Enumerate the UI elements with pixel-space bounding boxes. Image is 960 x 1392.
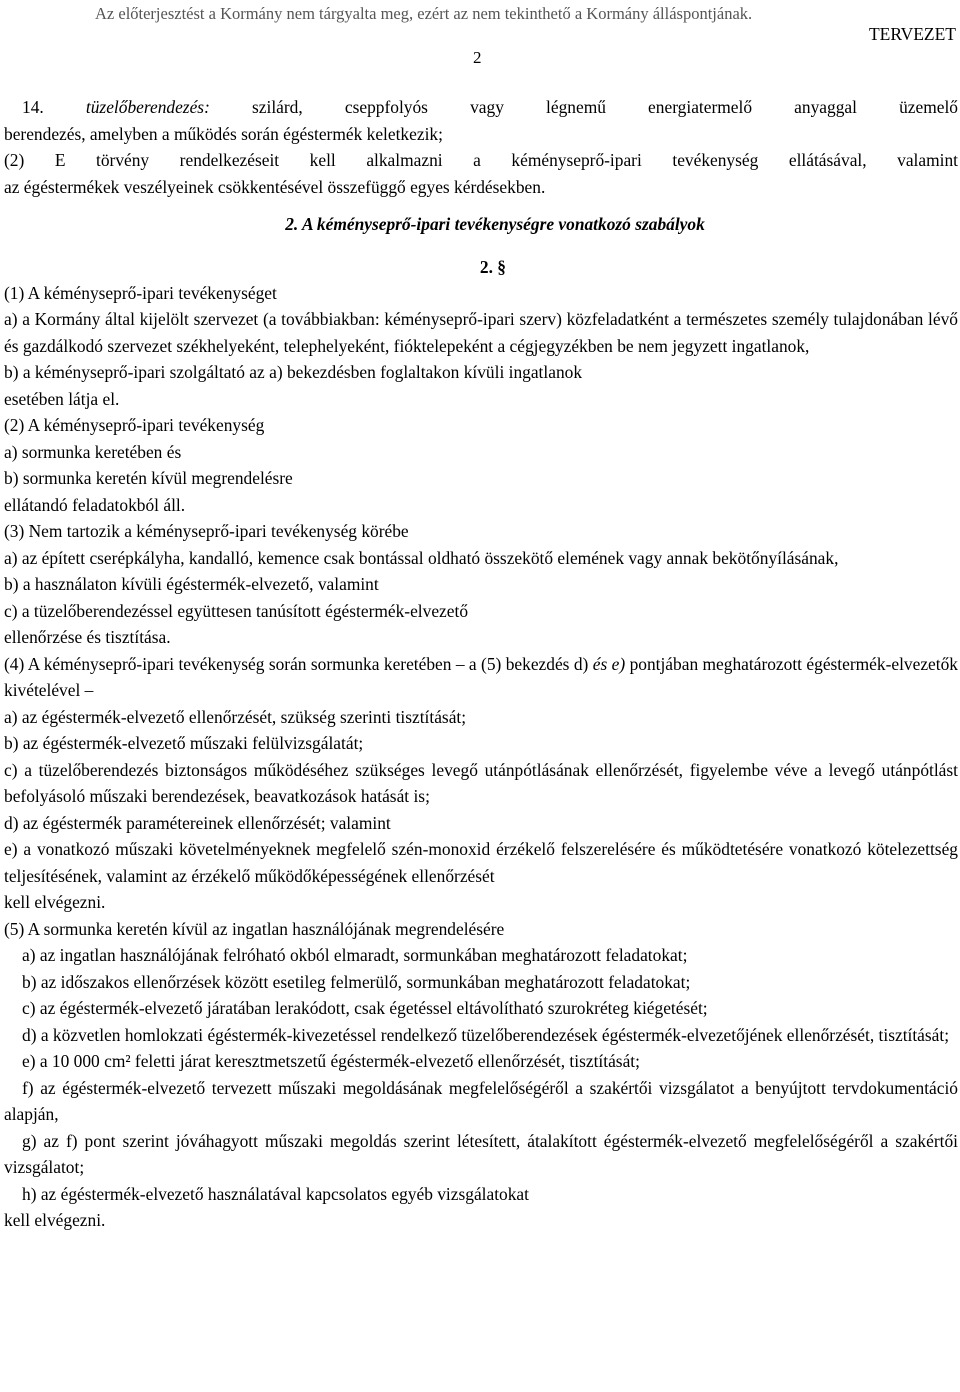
subsection-2-point-a: a) sormunka keretében és bbox=[4, 441, 182, 462]
subsection-1-closing: esetében látja el. bbox=[4, 388, 120, 409]
subsection-5-point-d: d) a közvetlen homlokzati égéstermék-kivezetéssel rendelkező tüzelőberendezések égéstermék-elvezetőjének ellenőrzését, tisztítását; bbox=[22, 1024, 950, 1045]
draft-label: TERVEZET bbox=[868, 24, 956, 44]
subsection-5-point-e: e) a 10 000 cm² feletti járat keresztmetszetű égéstermék-elvezető ellenőrzését, tisztítását; bbox=[22, 1051, 640, 1071]
subsection-1-intro: (1) A kéményseprő-ipari tevékenységet bbox=[4, 282, 277, 303]
subsection-4-closing: kell elvégezni. bbox=[4, 892, 106, 912]
subsection-4-intro-italic: és e) bbox=[592, 653, 626, 674]
subsection-4-point-e: e) a vonatkozó műszaki követelményeknek megfelelő szén-monoxid érzékelő felszerelésére és működtetésére vonatkozó kötelezettség teljesítésének, valamint az érzékelő működőképességének ellenőrzését bbox=[4, 839, 958, 886]
subsection-3-closing: ellenőrzése és tisztítása. bbox=[4, 627, 171, 647]
subsection-5-point-h: h) az égéstermék-elvezető használatával kapcsolatos egyéb vizsgálatokat bbox=[22, 1183, 529, 1204]
subsection-5-intro: (5) A sormunka keretén kívül az ingatlan használójának megrendelésére bbox=[4, 918, 505, 939]
definition-continuation: berendezés, amelyben a működés során égéstermék keletkezik; bbox=[4, 123, 443, 144]
subsection-1-point-b: b) a kéményseprő-ipari szolgáltató az a) bekezdésben foglaltakon kívüli ingatlanok bbox=[4, 362, 583, 382]
subsection-5-point-f: f) az égéstermék-elvezető tervezett műszaki megoldásának megfelelőségéről a szakértői vizsgálatot a benyújtott tervdokumentáció alapján, bbox=[4, 1077, 958, 1124]
subsection-4-point-a: a) az égéstermék-elvezető ellenőrzését, szükség szerinti tisztítását; bbox=[4, 706, 467, 727]
subsection-2-point-b: b) sormunka keretén kívül megrendelésre bbox=[4, 468, 293, 488]
definition-text: szilárd, cseppfolyós vagy légnemű energiatermelő anyaggal üzemelő bbox=[252, 97, 958, 117]
subsection-5-point-b: b) az időszakos ellenőrzések között esetileg felmerülő, sormunkában meghatározott feladatokat; bbox=[22, 971, 691, 992]
defined-term: tüzelőberendezés: bbox=[85, 97, 210, 117]
scope-paragraph-line-1: (2) E törvény rendelkezéseit kell alkalmazni a kéményseprő-ipari tevékenység ellátásával, valamint bbox=[4, 150, 958, 170]
subsection-4-intro bbox=[4, 651, 958, 704]
draft-notice: Az előterjesztést a Kormány nem tárgyalta meg, ezért az nem tekinthető a Kormány álláspontjának. bbox=[95, 4, 753, 23]
section-title: 2. A kéményseprő-ipari tevékenységre vonatkozó szabályok bbox=[285, 214, 705, 234]
subsection-3-point-a: a) az épített cserépkályha, kandalló, kemence csak bontással oldható összekötő elemének vagy annak bekötőnyílásának, bbox=[4, 547, 839, 568]
subsection-4-point-c: c) a tüzelőberendezés biztonságos működéséhez szükséges levegő utánpótlásának ellenőrzését, figyelembe véve a levegő utánpótlást befolyásoló műszaki berendezések, beavatkozások hatását is; bbox=[4, 759, 958, 806]
subsection-5-point-a: a) az ingatlan használójának felróható okból elmaradt, sormunkában meghatározott feladatokat; bbox=[22, 945, 688, 965]
subsection-3-intro: (3) Nem tartozik a kéményseprő-ipari tevékenység körébe bbox=[4, 521, 409, 541]
item-number: 14. bbox=[22, 97, 44, 117]
subsection-2-intro: (2) A kéményseprő-ipari tevékenység bbox=[4, 415, 265, 435]
document-body bbox=[4, 94, 958, 1234]
subsection-3-point-b: b) a használaton kívüli égéstermék-elvezető, valamint bbox=[4, 574, 379, 594]
subsection-3-point-c: c) a tüzelőberendezéssel együttesen tanúsított égéstermék-elvezető bbox=[4, 600, 469, 621]
page-number: 2 bbox=[473, 48, 482, 67]
subsection-5-closing: kell elvégezni. bbox=[4, 1210, 106, 1230]
paragraph-sign: 2. § bbox=[479, 256, 506, 277]
scope-paragraph-line-2: az égéstermékek veszélyeinek csökkentésével összefüggő egyes kérdésekben. bbox=[4, 176, 546, 197]
subsection-1-point-a: a) a Kormány által kijelölt szervezet (a továbbiakban: kéményseprő-ipari szerv) közfeladatként a természetes személy tulajdonában lévő és gazdálkodó szervezet székhelyeként, telephelyeként, fióktelepeként a cégjegyzékben be nem jegyzett ingatlanok, bbox=[4, 309, 958, 356]
subsection-2-closing: ellátandó feladatokból áll. bbox=[4, 494, 186, 515]
subsection-4-point-b: b) az égéstermék-elvezető műszaki felülvizsgálatát; bbox=[4, 733, 364, 753]
definition-item-14 bbox=[4, 94, 958, 121]
subsection-4-point-d: d) az égéstermék paramétereinek ellenőrzését; valamint bbox=[4, 812, 391, 833]
subsection-4-intro-text: (4) A kéményseprő-ipari tevékenység során sormunka keretében – a (5) bekezdés d) bbox=[4, 653, 589, 674]
subsection-5-point-g: g) az f) pont szerint jóváhagyott műszaki megoldás szerint létesített, átalakított égéstermék-elvezető megfelelőségéről a szakértői vizsgálatot; bbox=[4, 1130, 958, 1177]
subsection-4-intro-rest: pontjában meghatározott égéstermék-elvezetők kivételével – bbox=[4, 653, 958, 700]
subsection-5-point-c: c) az égéstermék-elvezető járatában lerakódott, csak égetéssel eltávolítható szurokréteg kiégetését; bbox=[22, 998, 708, 1018]
